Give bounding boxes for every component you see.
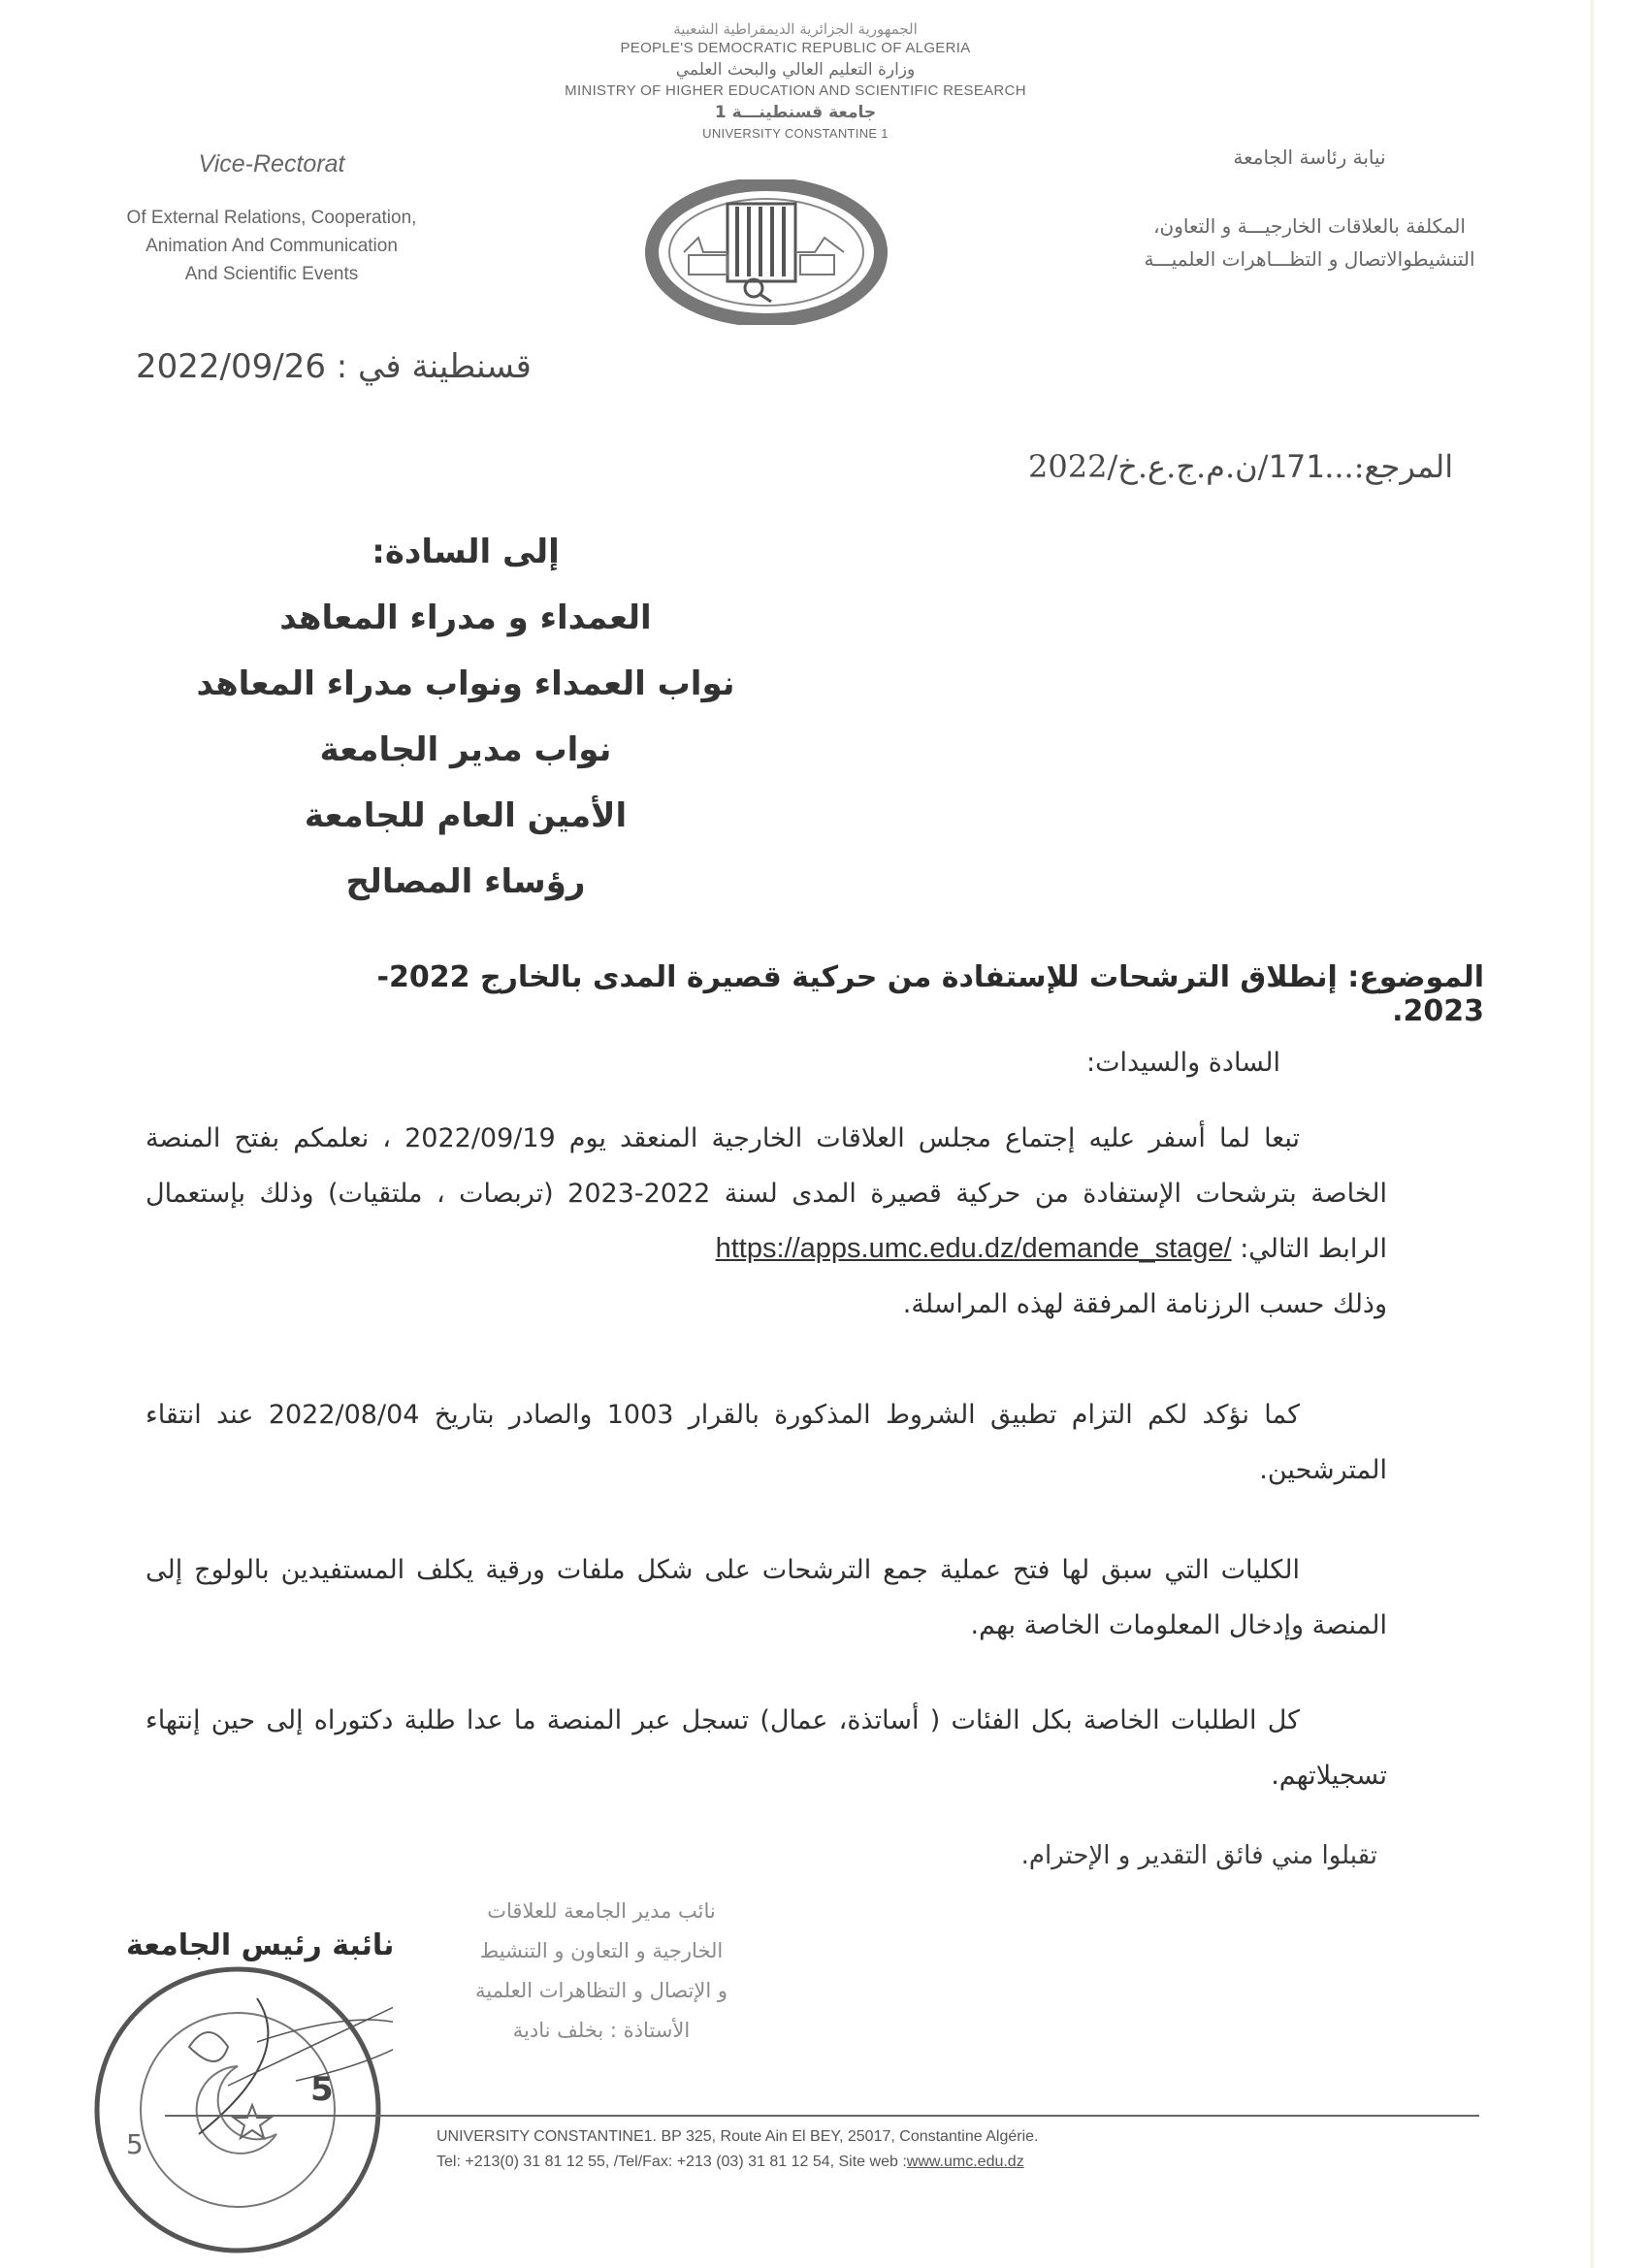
paragraph-text: وذلك حسب الرزنامة المرفقة لهذه المراسلة. (902, 1289, 1387, 1319)
reference-number (1028, 448, 1453, 485)
scan-edge-artifact (1591, 0, 1594, 2268)
body-paragraph-2 (146, 1387, 1387, 1498)
vice-rectorat-title-arabic: نيابة رئاسة الجامعة (1233, 146, 1386, 169)
signatory-block (407, 1892, 795, 2051)
ministry-name-english: MINISTRY OF HIGHER EDUCATION AND SCIENTIFIC RESEARCH (565, 82, 1026, 99)
university-emblem-icon (645, 179, 888, 325)
university-name-english: UNIVERSITY CONSTANTINE 1 (702, 126, 889, 141)
vice-rectorat-line: Animation And Communication (146, 236, 398, 256)
recipient-item: العمداء و مدراء المعاهد (279, 599, 652, 637)
signatory-line: نائب مدير الجامعة للعلاقات (487, 1899, 716, 1923)
signatory-line: الخارجية و التعاون و التنشيط (479, 1939, 724, 1962)
vice-rectorat-line-arabic: المكلفة بالعلاقات الخارجيـــة و التعاون، (1153, 214, 1466, 238)
body-paragraph-4 (146, 1693, 1387, 1803)
paragraph-text: الكليات التي سبق لها فتح عملية جمع الترشحات على شكل ملفات ورقية يكلف المستفيدين بالولوج إلى المنصة وإدخال المعلومات الخاصة بهم. (146, 1555, 1387, 1640)
country-name-arabic: الجمهورية الجزائرية الديمقراطية الشعبية (673, 20, 918, 38)
footer-divider (165, 2115, 1479, 2117)
recipient-item: نواب العمداء ونواب مدراء المعاهد (196, 664, 735, 703)
university-name-arabic: جامعة قسنطينـــة 1 (714, 103, 877, 122)
reference-label: المرجع:... (1324, 448, 1454, 485)
footer (436, 2124, 1504, 2175)
recipients-block (194, 519, 737, 915)
signatory-name: الأستاذة : بخلف نادية (512, 2019, 691, 2042)
application-platform-link[interactable]: https://apps.umc.edu.dz/demande_stage/ (715, 1233, 1232, 1264)
letter-date (136, 347, 532, 386)
body-paragraph-1 (146, 1111, 1387, 1332)
vice-rectorat-title: Vice-Rectorat (198, 150, 345, 178)
salutation: السادة والسيدات: (1086, 1048, 1280, 1078)
footer-contact-line (436, 2150, 1504, 2175)
body-paragraph-3 (146, 1542, 1387, 1653)
recipient-item: نواب مدير الجامعة (319, 730, 612, 769)
recipient-item: رؤساء المصالح (345, 862, 586, 901)
country-name-english: PEOPLE'S DEMOCRATIC REPUBLIC OF ALGERIA (620, 40, 971, 56)
date-label: قسنطينة في : (336, 347, 532, 386)
recipients-intro: إلى السادة: (372, 533, 560, 571)
vice-rectorat-line-arabic: التنشيطوالاتصال و التظـــاهرات العلميـــة (1144, 247, 1475, 271)
date-value: 2022/09/26 (136, 347, 326, 386)
signatory-line: و الإتصال و التظاهرات العلمية (474, 1979, 728, 2002)
stamp-number: 5 (310, 2070, 334, 2109)
paragraph-text: كما نؤكد لكم التزام تطبيق الشروط المذكورة بالقرار 1003 والصادر بتاريخ 2022/08/04 عند انتقاء المترشحين. (146, 1400, 1387, 1485)
footer-address: UNIVERSITY CONSTANTINE1. BP 325, Route Ain El BEY, 25017, Constantine Algérie. (436, 2128, 1039, 2145)
reference-handwritten-number: 171 (1268, 448, 1325, 485)
vice-rectorat-line: Of External Relations, Cooperation, (126, 208, 417, 228)
reference-suffix: /ن.م.ج.ع.خ/2022 (1028, 448, 1269, 485)
closing-line: تقبلوا مني فائق التقدير و الإحترام. (1020, 1841, 1377, 1870)
footer-website-link[interactable]: www.umc.edu.dz (906, 2154, 1024, 2170)
letterhead-center (504, 19, 1086, 144)
footer-contact: Tel: +213(0) 31 81 12 55, /Tel/Fax: +213 (03) 31 81 12 54, Site web : (436, 2154, 907, 2170)
letterhead-left (39, 150, 504, 288)
official-stamp-icon (82, 1960, 393, 2260)
stamped-signatory-title: نائبة رئيس الجامعة (126, 1928, 395, 1962)
letter-subject: الموضوع: إنطلاق الترشحات للإستفادة من حركية قصيرة المدى بالخارج 2022-2023. (376, 960, 1484, 1028)
vice-rectorat-line: And Scientific Events (184, 264, 359, 284)
stamp-number: 5 (126, 2128, 144, 2160)
ministry-name-arabic: وزارة التعليم العالي والبحث العلمي (675, 60, 916, 80)
paragraph-text: تبعا لما أسفر عليه إجتماع مجلس العلاقات الخارجية المنعقد يوم 2022/09/19 ، نعلمكم بفتح المنصة الخاصة بترشحات الإستفادة من حركية قصيرة المدى لسنة 2022-2023 (تربصات ، ملتقيات) وذلك بإستعمال الرابط التالي: (146, 1123, 1387, 1264)
recipient-item: الأمين العام للجامعة (304, 796, 628, 835)
letterhead-right (1086, 146, 1533, 275)
paragraph-text: كل الطلبات الخاصة بكل الفئات ( أساتذة، عمال) تسجل عبر المنصة ما عدا طلبة دكتوراه إلى حين إنتهاء تسجيلاتهم. (146, 1705, 1387, 1791)
